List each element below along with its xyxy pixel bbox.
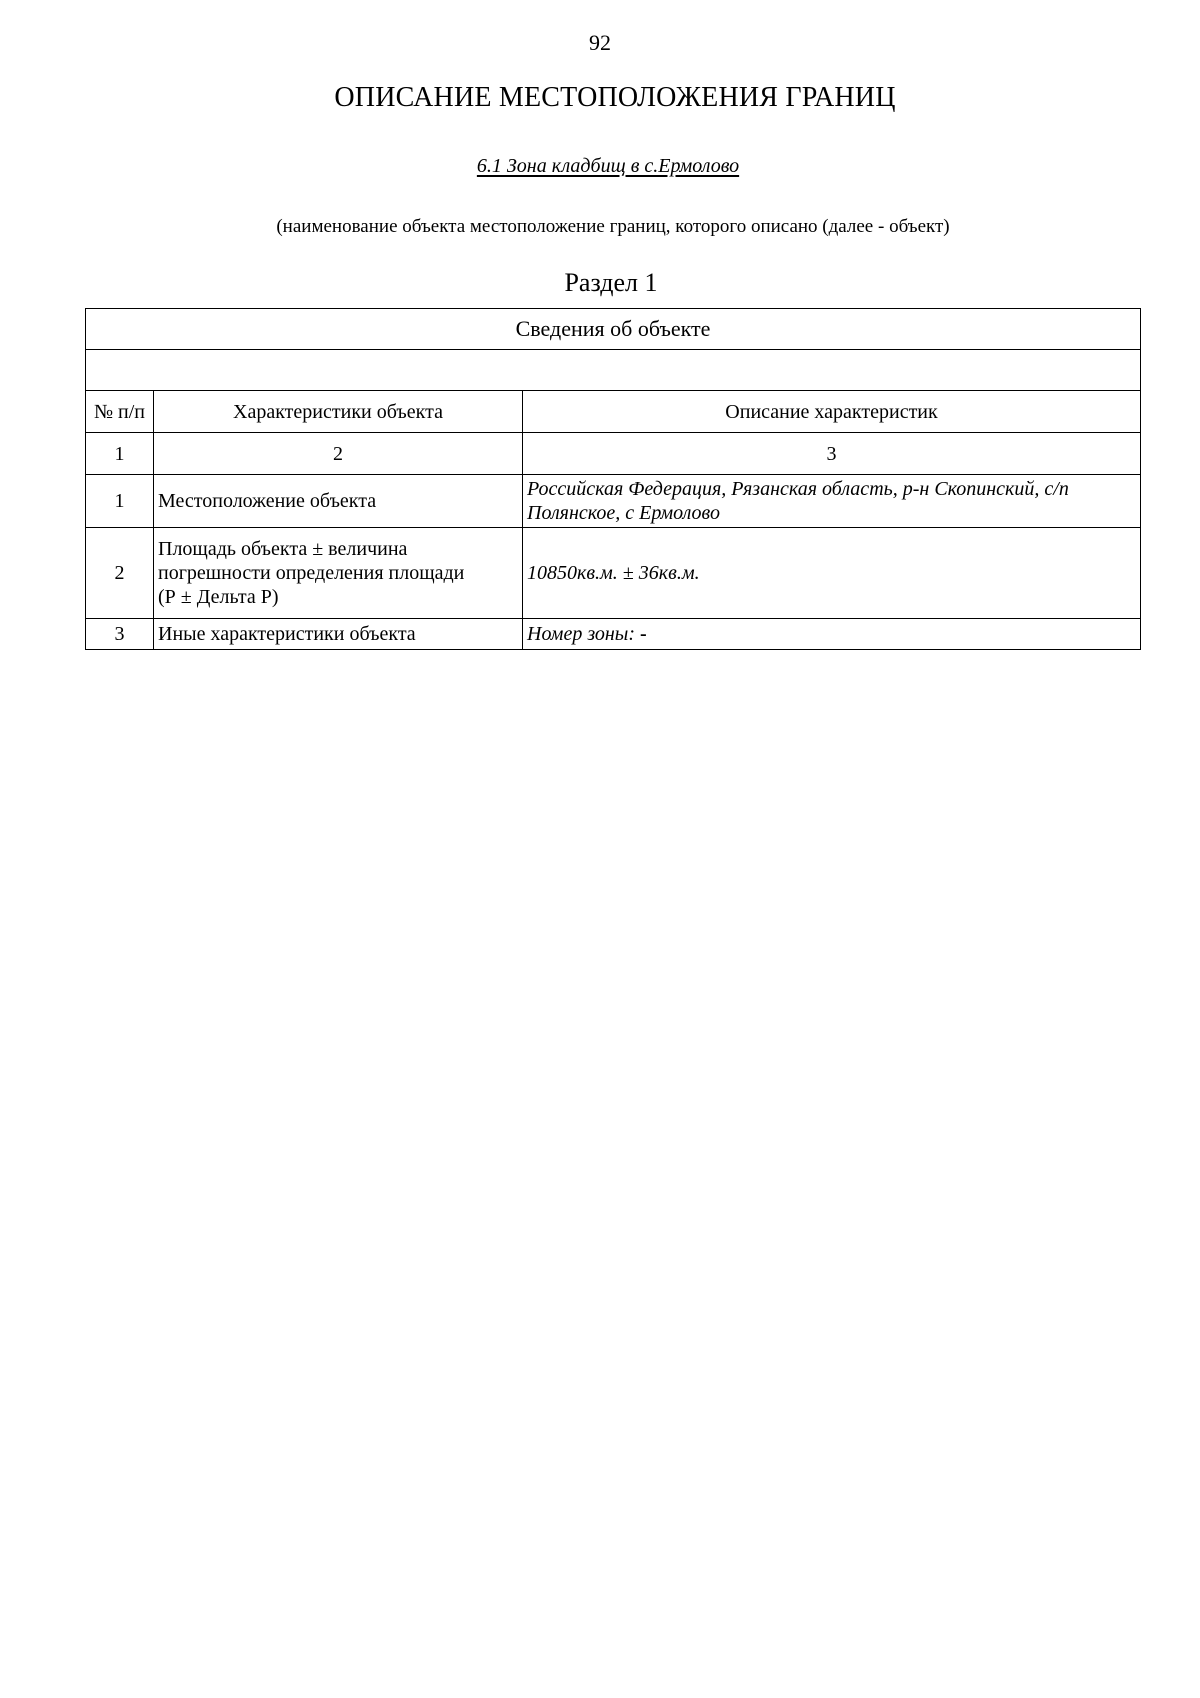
table-empty-row — [86, 350, 1141, 391]
column-number-row — [86, 433, 1141, 475]
section-title: Раздел 1 — [564, 268, 658, 297]
column-number: 2 — [154, 433, 523, 475]
empty-cell — [86, 350, 1141, 391]
row-number: 2 — [86, 528, 154, 619]
column-header-characteristic: Характеристики объекта — [154, 391, 523, 433]
row-characteristic: Иные характеристики объекта — [154, 619, 523, 650]
row-number: 3 — [86, 619, 154, 650]
characteristic-line: (Р ± Дельта Р) — [158, 586, 279, 608]
object-info-table — [85, 308, 1141, 650]
characteristic-line: Площадь объекта ± величина — [158, 538, 408, 560]
row-description: Российская Федерация, Рязанская область, р-н Скопинский, с/п Полянское, с Ермолово — [523, 475, 1141, 528]
characteristic-line: погрешности определения площади — [158, 562, 465, 584]
table-header: Сведения об объекте — [86, 309, 1141, 350]
page-number: 92 — [589, 30, 611, 55]
row-description — [523, 619, 1141, 650]
table-row — [86, 475, 1141, 528]
row-description: 10850кв.м. ± 36кв.м. — [523, 528, 1141, 619]
object-name: 6.1 Зона кладбищ в с.Ермолово — [476, 155, 740, 177]
zone-number-value: - — [640, 623, 647, 645]
column-header-row — [86, 391, 1141, 433]
column-number: 1 — [86, 433, 154, 475]
column-header-number: № п/п — [86, 391, 154, 433]
document-title: ОПИСАНИЕ МЕСТОПОЛОЖЕНИЯ ГРАНИЦ — [334, 82, 896, 113]
row-characteristic: Местоположение объекта — [154, 475, 523, 528]
zone-number-label: Номер зоны: — [527, 623, 635, 645]
table-header-row — [86, 309, 1141, 350]
object-name-caption: (наименование объекта местоположение границ, которого описано (далее - объект) — [276, 216, 950, 237]
row-number: 1 — [86, 475, 154, 528]
row-characteristic — [154, 528, 523, 619]
column-number: 3 — [523, 433, 1141, 475]
table-row — [86, 619, 1141, 650]
column-header-description: Описание характеристик — [523, 391, 1141, 433]
table-row — [86, 528, 1141, 619]
